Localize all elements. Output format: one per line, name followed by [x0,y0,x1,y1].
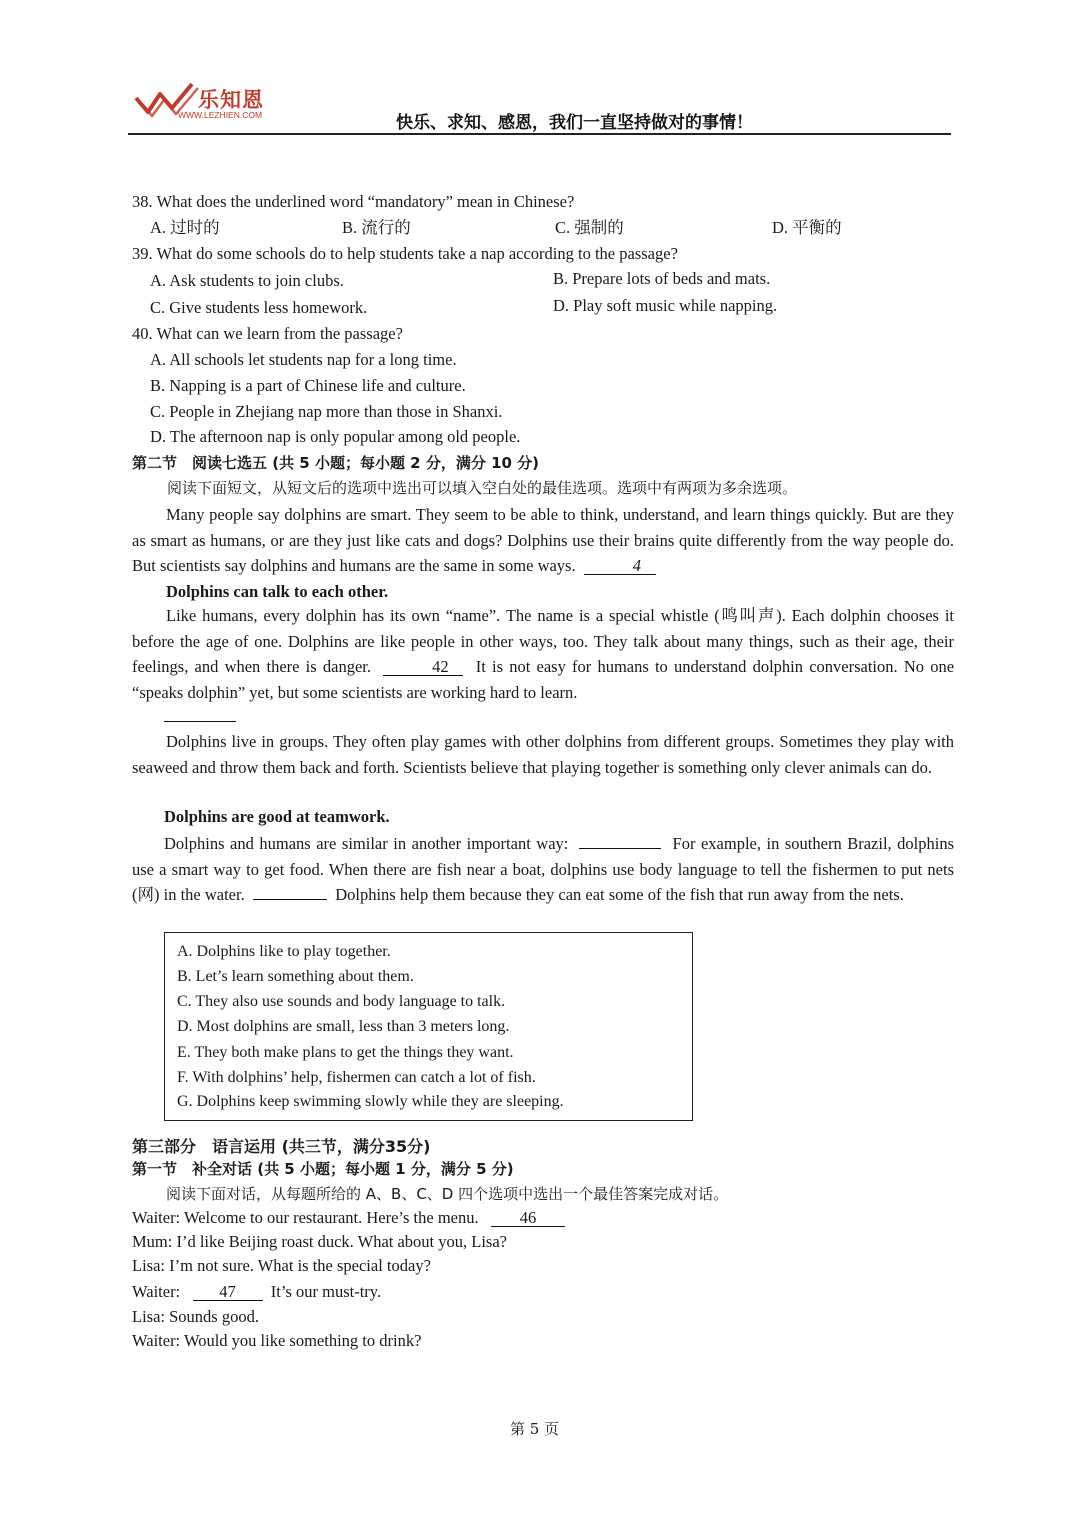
question-39-option-a: A. Ask students to join clubs. [150,271,344,290]
blank-41: 4 [584,557,656,575]
passage-paragraph-1-text: Many people say dolphins are smart. They seem to be able to think, understand, and learn things quickly. But are they as smart as humans, or are they just like cats and dogs? Dolphins use their brains quite differently from the way people do. But scientists say dolphins and humans are the same in some ways. [132,505,954,575]
question-40-stem: 40. What can we learn from the passage? [132,324,403,343]
blank-46: 46 [491,1209,565,1227]
question-40-option-d: D. The afternoon nap is only popular among old people. [150,427,521,446]
section-2-heading: 第二节 阅读七选五 (共 5 小题；每小题 2 分，满分 10 分) [132,454,540,472]
dialog-line-4-text: It’s our must-try. [270,1282,382,1301]
logo-title: 乐知恩 [198,88,264,112]
passage-paragraph-2-text-a: Like humans, every dolphin has its own “name”. The name is a special whistle (鸣叫声). Each dolphin chooses it before the age of one. Dolphins are like people in other ways, too. They talk about many things, such as their age, their feelings, and when there is danger. [132,606,954,676]
passage-paragraph-4-text-a: Dolphins and humans are similar in another important way: [164,834,569,853]
box-option-a: A. Dolphins like to play together. [177,943,391,960]
blank-43 [164,721,236,722]
section-2-instruction: 阅读下面短文，从短文后的选项中选出可以填入空白处的最佳选项。选项中有两项为多余选项。 [167,479,798,497]
blank-47: 47 [193,1283,263,1301]
section-3-1-instruction: 阅读下面对话，从每题所给的 A、B、C、D 四个选项中选出一个最佳答案完成对话。 [166,1185,729,1203]
blank-42: 42 [383,658,463,676]
subheading-talk: Dolphins can talk to each other. [166,582,389,601]
passage-paragraph-4-text-c: Dolphins help them because they can eat some of the fish that run away from the nets. [335,885,904,904]
dialog-line-3: Lisa: I’m not sure. What is the special today? [132,1256,431,1275]
dialog-line-2: Mum: I’d like Beijing roast duck. What about you, Lisa? [132,1232,507,1251]
section-3-1-heading: 第一节 补全对话 (共 5 小题；每小题 1 分，满分 5 分) [132,1160,514,1178]
blank-45 [253,899,327,900]
question-40-option-c: C. People in Zhejiang nap more than those in Shanxi. [150,402,503,421]
box-option-c: C. They also use sounds and body language to talk. [177,993,506,1010]
question-39-stem: 39. What do some schools do to help students take a nap according to the passage? [132,244,678,263]
passage-paragraph-3: Dolphins live in groups. They often play games with other dolphins from different groups. Sometimes they play with seaweed and throw them back and forth. Scientists believe that playing together is something only clever animals can do. [132,732,954,777]
question-38-option-b: B. 流行的 [342,218,411,237]
box-option-g: G. Dolphins keep swimming slowly while they are sleeping. [177,1093,564,1110]
page-number: 第 5 页 [510,1420,560,1438]
passage-paragraph-1 [132,502,954,579]
dialog-line-5: Lisa: Sounds good. [132,1307,259,1326]
header-divider [128,133,951,135]
box-option-f: F. With dolphins’ help, fishermen can catch a lot of fish. [177,1069,536,1086]
header-slogan: 快乐、求知、感恩，我们一直坚持做对的事情！ [396,113,753,133]
question-38-stem: 38. What does the underlined word “mandatory” mean in Chinese? [132,192,575,211]
passage-paragraph-2 [132,603,954,705]
dialog-line-1 [132,1208,565,1228]
logo-url: WWW.LEZHIEN.COM [178,110,263,120]
subheading-teamwork: Dolphins are good at teamwork. [164,807,390,826]
blank-44 [579,848,661,849]
dialog-line-6: Waiter: Would you like something to drink? [132,1331,422,1350]
question-38-option-d: D. 平衡的 [772,218,842,237]
question-40-option-a: A. All schools let students nap for a long time. [150,350,457,369]
passage-paragraph-4-text-b: For example, in southern Brazil, dolphins use a smart way to get food. When there are fish near a boat, dolphins use body language to tell the fishermen to put nets (网) in the water. [132,834,955,904]
dialog-line-4 [132,1282,381,1302]
box-option-b: B. Let’s learn something about them. [177,968,414,985]
question-39-option-c: C. Give students less homework. [150,298,368,317]
part-3-heading: 第三部分 语言运用 (共三节，满分35分) [132,1137,431,1156]
question-39-option-d: D. Play soft music while napping. [553,296,778,315]
dialog-line-1-text: Waiter: Welcome to our restaurant. Here’s the menu. [132,1208,479,1227]
passage-paragraph-2-text-b: It is not easy for humans to understand dolphin conversation. No one “speaks dolphin” yet, but some scientists are working hard to learn. [132,657,955,702]
passage-paragraph-4 [132,831,954,908]
box-option-e: E. They both make plans to get the things they want. [177,1044,514,1061]
question-40-option-b: B. Napping is a part of Chinese life and culture. [150,376,466,395]
question-39-option-b: B. Prepare lots of beds and mats. [553,269,771,288]
box-option-d: D. Most dolphins are small, less than 3 meters long. [177,1018,510,1035]
question-38-option-a: A. 过时的 [150,218,220,237]
dialog-line-4-speaker: Waiter: [132,1282,181,1301]
question-38-option-c: C. 强制的 [555,218,624,237]
